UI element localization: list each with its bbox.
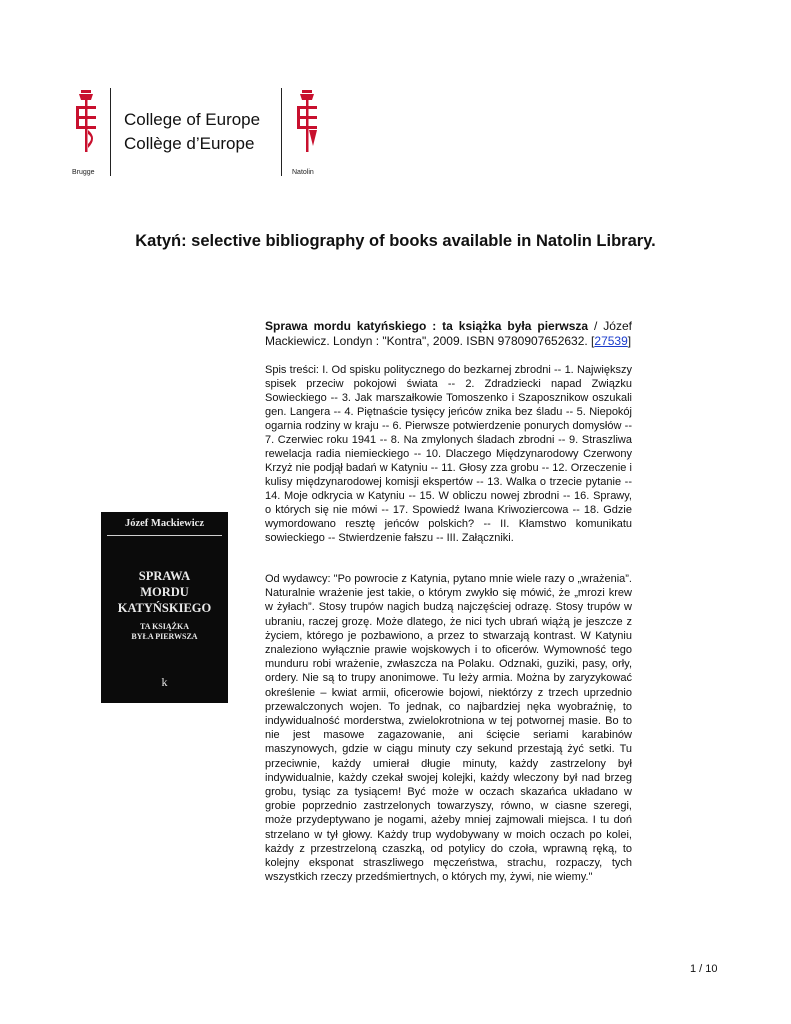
cover-title-line: SPRAWA — [138, 569, 191, 583]
cover-title — [101, 568, 228, 616]
cover-title-line: KATYŃSKIEGO — [117, 601, 212, 615]
book-citation — [265, 319, 632, 350]
logo-divider — [281, 88, 282, 176]
citation-end: ] — [627, 334, 632, 349]
citation-text: / Józef Mackiewicz. Londyn : "Kontra", 2009. ISBN 9780907652632. [ — [265, 319, 632, 349]
cover-subtitle — [101, 622, 228, 642]
cover-divider — [107, 535, 222, 536]
cover-title-line: MORDU — [140, 585, 189, 599]
natolin-emblem-icon — [294, 90, 320, 154]
college-logo — [68, 86, 368, 178]
campus-natolin-label: Natolin — [292, 169, 314, 176]
campus-brugge-label: Brugge — [72, 169, 95, 176]
catalog-link[interactable]: 27539 — [594, 334, 628, 349]
publisher-note: Od wydawcy: "Po powrocie z Katynia, pytano mnie wiele razy o „wrażenia”. Naturalnie wrażenie jest takie, o którym zwykło się mówić, że „mrozi krew w żyłach”. Stosy trupów nagich budzą najczęściej odrazę. Stosy trupów w ubraniu, raczej grozę. Może dlatego, że nici tych ubrań wiążą je jeszcze z życiem, którego je pozbawiono, a przez to stwarzają kontrast. W Katyniu znaleziono wyłącznie prawie wojskowych i to oficerów. Wymowność tego munduru robi wrażenie, zwłaszcza na Polaku. Odznaki, guziki, pasy, orły, ordery. Nie są to trupy anonimowe. Tu leży armia. Można by zaryzykować określenie – kwiat armii, oficerowie bojowi, niektórzy z trzech uprzednio przewalczonych wojen. To jednak, co najbardziej nęka wyobraźnię, to indywidualność morderstwa, zwielokrotniona w tej potwornej masie. Bo to nie jest masowe zagazowanie, ani ścięcie seriami karabinów maszynowych, gdzie w ciągu minuty czy sekund przestają żyć setki. Tu przeciwnie, każdy umierał długie minuty, każdy zastrzelony był indywidualnie, każdy czekał swojej kolejki, każdy wleczony był nad brzeg grobu, tysiąc za tysiącem! Być może w oczach skazańca układano w grobie poprzednio zastrzelonych towarzyszy, równo, w ciasne szeregi, może przydeptywano je nogami, ażeby mniej zajmowali miejsca. I tu doń strzelano w tył głowy. Każdy trup wydobywany w moich oczach po kolei, każdy z przestrzeloną czaszką, od potylicy do czoła, wprawną ręką, to kolejny eksponat straszliwego męczeństwa, strachu, rozpaczy, tych wszystkich rzeczy przedśmiertnych, o których my, żywi, nie wiemy." — [265, 573, 632, 884]
table-of-contents: Spis treści: I. Od spisku politycznego do bezkarnej zbrodni -- 1. Największy spisek przeciw pokojowi świata -- 2. Zdradziecki napad Związku Sowieckiego -- 3. Jak marszałkowie Tomoszenko i Szaposznikow oszukali gen. Langera -- 4. Piętnaście tysięcy jeńców znika bez śladu -- 5. Niepokój ogarnia rodziny w kraju -- 6. Pierwsze potwierdzenie ponurych domysłów -- 7. Czerwiec roku 1941 -- 8. Na zmylonych śladach zbrodni -- 9. Straszliwa rewelacja radia niemieckiego -- 10. Dlaczego Międzynarodowy Czerwony Krzyż nie podjął badań w Katyniu -- 11. Głosy zza grobu -- 12. Orzeczenie i kulisy międzynarodowej komisji ekspertów -- 13. Walka o trzecie pytanie -- 14. Moje odkrycia w Katyniu -- 15. W obliczu nowej zbrodni -- 16. Sprawy, o których się nie mówi -- 17. Spowiedź Iwana Kriwoziercowa -- 18. Gdzie wymordowano resztę jeńców polskich? -- II. Kłamstwo komunikatu sowieckiego -- Stwierdzenie fałszu -- III. Załączniki. — [265, 364, 632, 544]
page-number: 1 / 10 — [690, 963, 718, 975]
publisher-mark: k — [161, 675, 168, 689]
book-title: Sprawa mordu katyńskiego : ta książka była pierwsza — [265, 319, 589, 333]
college-emblem-icon — [72, 90, 100, 154]
logo-divider — [110, 88, 111, 176]
brand-name-fr: Collège d’Europe — [124, 134, 255, 153]
cover-subtitle-line: BYŁA PIERWSZA — [131, 632, 198, 641]
book-cover-image — [101, 512, 228, 703]
cover-subtitle-line: TA KSIĄŻKA — [140, 622, 189, 631]
brand-name-en: College of Europe — [124, 110, 261, 129]
page-title: Katyń: selective bibliography of books available in Natolin Library. — [135, 232, 656, 250]
cover-author: Józef Mackiewicz — [124, 518, 204, 529]
